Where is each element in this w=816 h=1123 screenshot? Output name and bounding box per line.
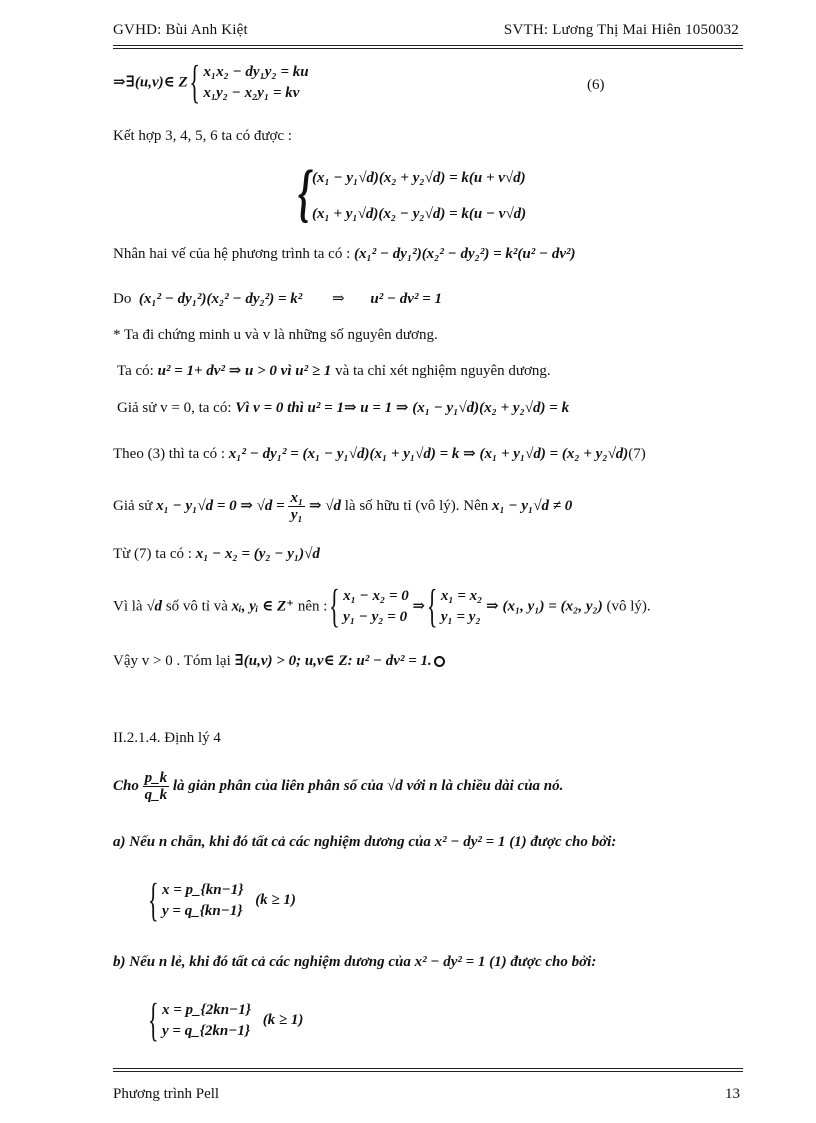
conclusion-formula: ∃(u,v) > 0; u,v∈ Z: u² − dv² = 1. — [234, 653, 432, 669]
case-b-formula: x² − dy² = 1 — [414, 954, 486, 970]
theorem-fraction — [143, 770, 170, 803]
solution-b-row2: y = q_{2kn−1} — [162, 1023, 251, 1039]
irr-s2-row2: y₁ = y₂ — [440, 609, 481, 625]
solution-a-row2: y = q_{kn−1} — [162, 903, 243, 919]
footer-rule-second — [113, 1071, 743, 1072]
from7-formula: x₁ − x₂ = (y₂ − y₁)√d — [195, 546, 320, 562]
solution-a-cond: (k ≥ 1) — [255, 892, 296, 909]
since-arrow: ⇒ — [332, 291, 345, 307]
page-number: 13 — [725, 1086, 740, 1102]
irr-text3: nên : — [297, 598, 328, 615]
theorem-text2: với n là chiều dài của nó. — [406, 777, 564, 794]
theorem-frac-num: p_k — [144, 770, 168, 786]
irr-text1: Vì là — [113, 598, 143, 615]
irr-s2-row1: { x₁ = x₂ — [440, 588, 483, 604]
irr-arrow: ⇒ — [412, 598, 426, 615]
irrational-line — [113, 586, 651, 628]
theorem-statement — [113, 770, 563, 803]
since-formula1: (x₁² − dy₁²)(x₂² − dy₂²) = k² — [138, 291, 303, 307]
irr-result: ⇒ (x₁, y₁) = (x₂, y₂) — [486, 598, 603, 615]
case-a — [113, 834, 616, 851]
have-text1: Ta có: — [117, 363, 154, 379]
case-b-text1: b) Nếu n lẻ, khi đó tất cả các nghiệm dương của — [113, 954, 411, 970]
suppose-x-formula3: x₁ − y₁√d ≠ 0 — [492, 497, 573, 514]
irr-text2: số vô tỉ và — [165, 598, 228, 615]
header-student: SVTH: Lương Thị Mai Hiên 1050032 — [503, 22, 739, 38]
multiply-formula: (x₁² − dy₁²)(x₂² − dy₂²) = k²(u² − dv²) — [354, 246, 576, 262]
conclusion-text: Vậy v > 0 . Tóm lại — [113, 653, 231, 669]
theo-line — [113, 444, 646, 463]
eq6-tag: (6) — [587, 77, 605, 93]
solution-a-row1: { x = p_{kn−1} — [162, 882, 244, 898]
suppose-v-formula: Vì v = 0 thì u² = 1⇒ u = 1 ⇒ (x₁ − y₁√d)(x₂ + y₂√d) = k — [235, 400, 570, 416]
have-line — [117, 361, 551, 380]
solution-b-cond: (k ≥ 1) — [262, 1012, 304, 1029]
from7-text: Từ (7) ta có : — [113, 546, 192, 562]
theorem-frac-den: q_k — [144, 787, 168, 803]
section-heading: II.2.1.4. Định lý 4 — [113, 730, 221, 746]
suppose-x-text1: Giả sử — [113, 497, 153, 514]
irr-text4: (vô lý). — [606, 598, 651, 615]
suppose-v-text: Giả sử v = 0, ta có: — [117, 400, 232, 416]
multiply-line — [113, 246, 576, 263]
irr-system2 — [429, 586, 483, 628]
case-a-text2: (1) được cho bởi: — [509, 834, 617, 850]
header-rule — [113, 45, 743, 46]
eq6-row2: x₁y₂ − x₂y₁ = kv — [203, 85, 300, 101]
conclusion-line — [113, 651, 445, 670]
have-formula: u² = 1+ dv² ⇒ u > 0 vì u² ≥ 1 — [157, 363, 332, 379]
suppose-x-formula2: ⇒ √d — [308, 497, 342, 514]
theorem-text1: là giản phân của liên phân số của — [172, 777, 384, 794]
solution-b-system — [150, 1000, 251, 1042]
eq6-row1: { x₁x₂ − dy₁y₂ = ku — [203, 64, 309, 80]
irr-s1-row1: { x₁ − x₂ = 0 — [343, 588, 409, 604]
prove-text: * Ta đi chứng minh u và v là những số nguyên dương. — [113, 327, 438, 343]
case-b-text2: (1) được cho bởi: — [489, 954, 597, 970]
theorem-cho: Cho — [113, 777, 139, 794]
case-b — [113, 954, 596, 971]
case-a-text1: a) Nếu n chẵn, khi đó tất cả các nghiệm dương của — [113, 834, 431, 850]
have-text2: và ta chỉ xét nghiệm nguyên dương. — [335, 363, 551, 379]
eq6-prefix: ⇒∃(u,v)∈ Z — [113, 74, 188, 91]
fraction-numerator: x₁ — [290, 490, 304, 506]
header-rule-second — [113, 48, 743, 49]
case-a-formula: x² − dy² = 1 — [434, 834, 506, 850]
multiply-text: Nhân hai vế của hệ phương trình ta có : — [113, 246, 351, 262]
irr-domain: xᵢ, yᵢ ∈ Z⁺ — [231, 598, 295, 615]
theo-tag: (7) — [628, 446, 646, 462]
end-of-proof-icon — [434, 656, 445, 667]
theorem-sqrt: √d — [387, 777, 403, 794]
fraction-x1-y1 — [288, 490, 305, 523]
footer-rule — [113, 1068, 743, 1069]
since-text: Do — [113, 291, 132, 307]
fraction-denominator: y₁ — [290, 507, 303, 523]
suppose-x-text2: là số hữu tỉ (vô lý). Nên — [344, 497, 489, 514]
theo-formula: x₁² − dy₁² = (x₁ − y₁√d)(x₁ + y₁√d) = k ⇒ (x₁ + y₁√d) = (x₂ + y₂√d) — [228, 446, 629, 462]
combine-text: Kết hợp 3, 4, 5, 6 ta có được : — [113, 128, 292, 144]
header-instructor: GVHD: Bùi Anh Kiệt — [113, 22, 248, 38]
since-formula2: u² − dv² = 1 — [370, 291, 442, 307]
irr-sqrt: √d — [146, 598, 163, 615]
solution-a-system — [150, 880, 243, 922]
footer-title: Phương trình Pell — [113, 1086, 220, 1102]
combined-system — [302, 160, 526, 232]
eq6-system — [191, 62, 308, 104]
from7-line — [113, 546, 320, 563]
equation-6 — [113, 62, 309, 104]
solution-b — [150, 1000, 303, 1042]
theo-text: Theo (3) thì ta có : — [113, 446, 226, 462]
combined-row2: (x₁ + y₁√d)(x₂ − y₂√d) = k(u − v√d) — [312, 206, 527, 222]
suppose-v-line — [117, 398, 569, 417]
irr-s1-row2: y₁ − y₂ = 0 — [343, 609, 408, 625]
combined-row1: { (x₁ − y₁√d)(x₂ + y₂√d) = k(u + v√d) — [312, 170, 526, 186]
solution-a — [150, 880, 296, 922]
solution-b-row1: { x = p_{2kn−1} — [162, 1002, 251, 1018]
suppose-x-formula1: x₁ − y₁√d = 0 ⇒ √d = — [156, 497, 285, 514]
irr-system1 — [331, 586, 409, 628]
suppose-x-line — [113, 490, 572, 523]
since-line — [113, 289, 442, 308]
